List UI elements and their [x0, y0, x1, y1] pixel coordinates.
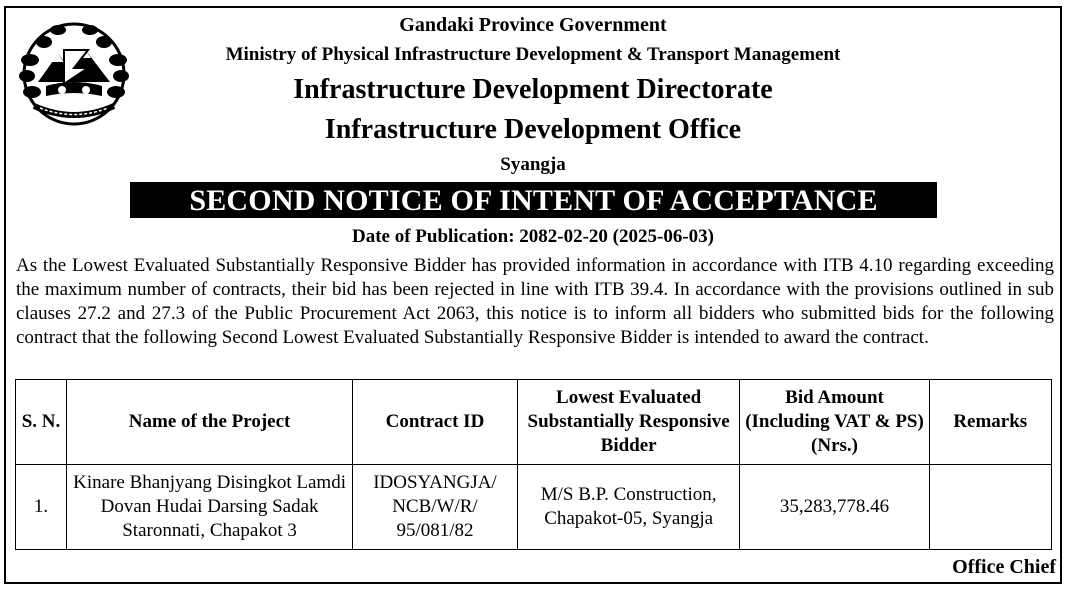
col-bid-amount: Bid Amount (Including VAT & PS) (Nrs.)	[740, 380, 929, 465]
notice-title-banner: SECOND NOTICE OF INTENT OF ACCEPTANCE	[130, 182, 937, 218]
cell-sn: 1.	[16, 465, 67, 550]
notice-body: As the Lowest Evaluated Substantially Responsive Bidder has provided information in accordance with ITB 4.10 regarding exceeding the maximum number of contracts, their bid has been rejected in line with ITB 39.4. In accordance with the provisions outlined in sub clauses 27.2 and 27.3 of the Public Procurement Act 2063, this notice is to inform all bidders who submitted bids for the following contract that the following Second Lowest Evaluated Substantially Responsive Bidder is intended to award the contract.	[16, 255, 1054, 348]
col-remarks: Remarks	[929, 380, 1051, 465]
header-ministry: Ministry of Physical Infrastructure Development & Transport Management	[225, 44, 841, 65]
contract-table	[15, 379, 1052, 550]
header-directorate: Infrastructure Development Directorate	[293, 74, 773, 105]
cell-bidder: M/S B.P. Construction, Chapakot-05, Syangja	[517, 465, 740, 550]
cell-bid-amount: 35,283,778.46	[740, 465, 929, 550]
col-contract-id: Contract ID	[353, 380, 518, 465]
cell-remarks	[929, 465, 1051, 550]
header-location: Syangja	[500, 154, 566, 175]
header-province: Gandaki Province Government	[399, 14, 667, 36]
table-header-row	[16, 380, 1052, 465]
signature-office-chief: Office Chief	[952, 556, 1056, 578]
cell-contract-id: IDOSYANGJA/ NCB/W/R/ 95/081/82	[353, 465, 518, 550]
cell-project-name: Kinare Bhanjyang Disingkot Lamdi Dovan Hudai Darsing Sadak Staronnati, Chapakot 3	[67, 465, 353, 550]
col-bidder: Lowest Evaluated Substantially Responsive Bidder	[517, 380, 740, 465]
header-office: Infrastructure Development Office	[324, 114, 742, 145]
col-project-name: Name of the Project	[67, 380, 353, 465]
table-row	[16, 465, 1052, 550]
publication-date: Date of Publication: 2082-02-20 (2025-06-03)	[351, 226, 714, 247]
col-sn: S. N.	[16, 380, 67, 465]
